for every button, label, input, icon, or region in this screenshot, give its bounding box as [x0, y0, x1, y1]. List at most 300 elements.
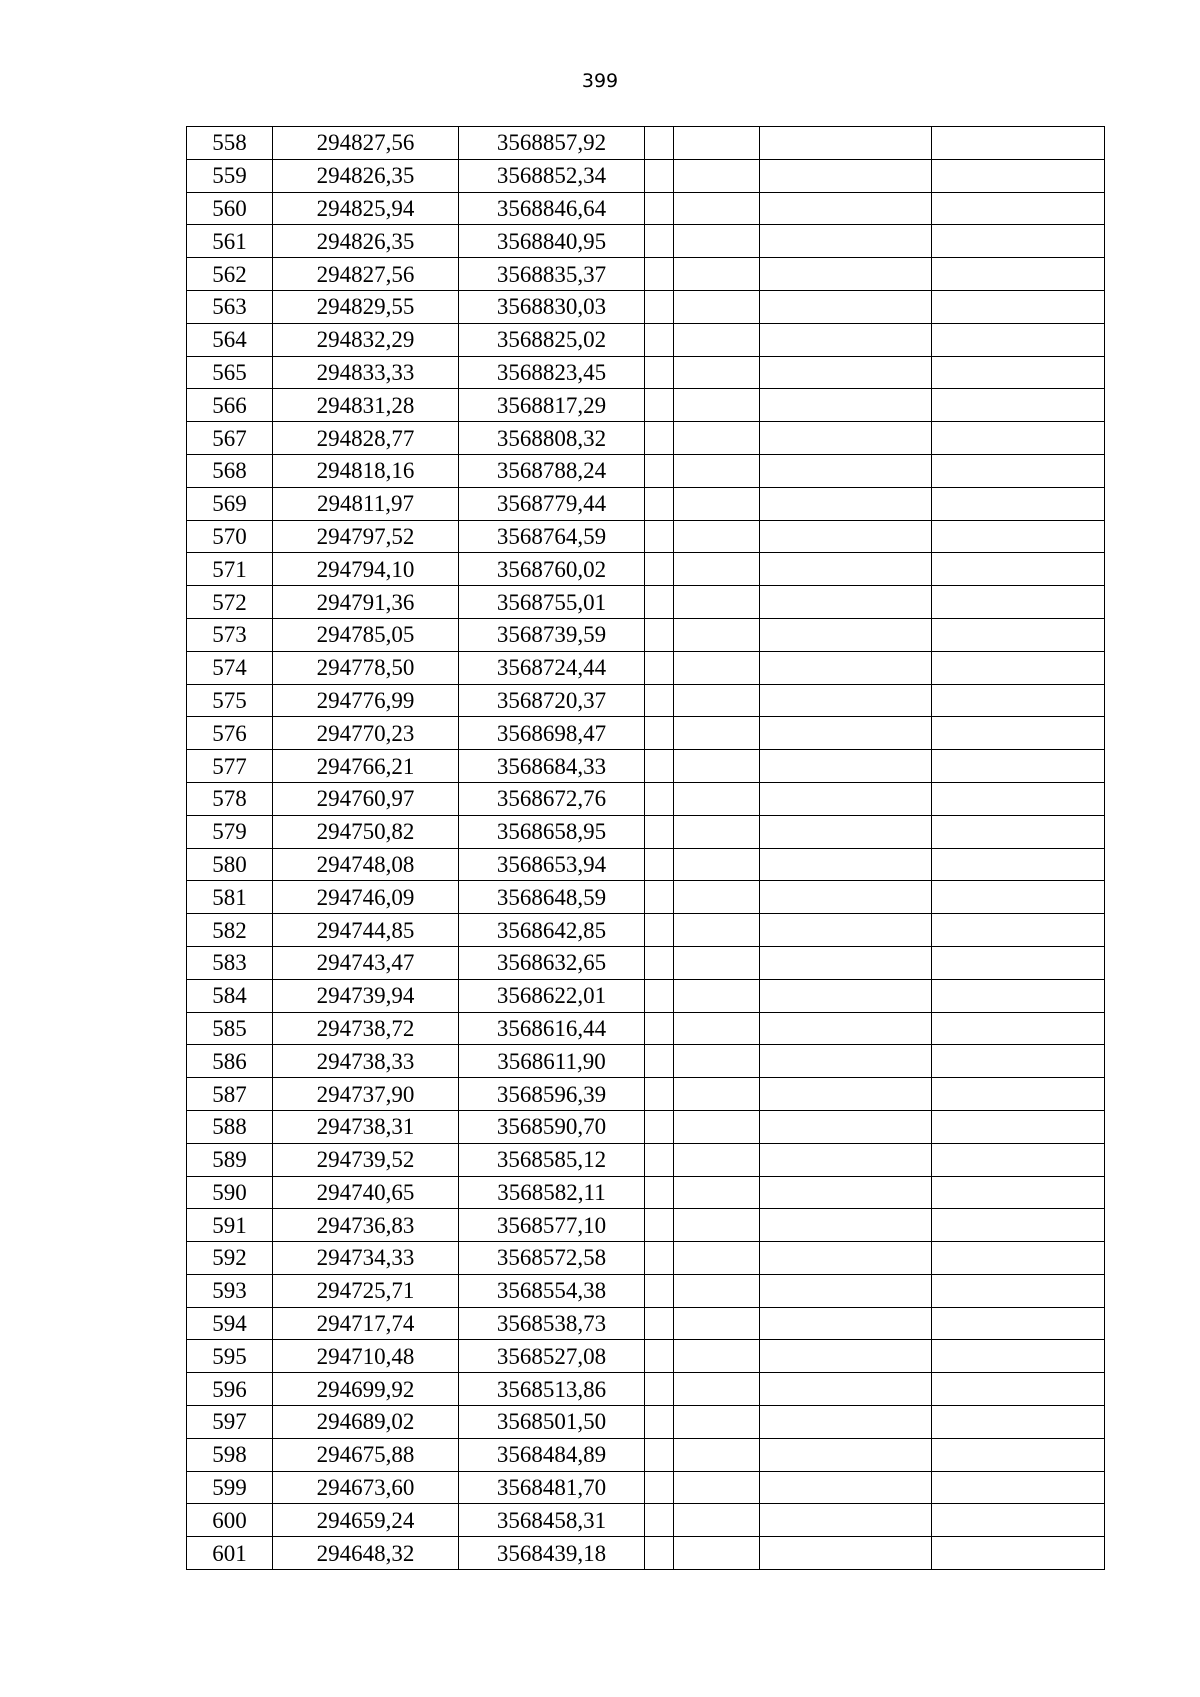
empty-cell	[645, 1537, 674, 1570]
table-row	[187, 520, 1105, 553]
empty-cell	[674, 290, 760, 323]
y-coordinate-cell: 3568501,50	[459, 1406, 645, 1439]
point-number-cell: 576	[187, 717, 273, 750]
empty-cell	[760, 127, 932, 160]
empty-cell	[932, 1176, 1105, 1209]
empty-cell	[645, 454, 674, 487]
empty-cell	[645, 1242, 674, 1275]
x-coordinate-cell: 294770,23	[273, 717, 459, 750]
y-coordinate-cell: 3568481,70	[459, 1471, 645, 1504]
y-coordinate-cell: 3568484,89	[459, 1438, 645, 1471]
empty-cell	[932, 848, 1105, 881]
x-coordinate-cell: 294744,85	[273, 914, 459, 947]
x-coordinate-cell: 294797,52	[273, 520, 459, 553]
empty-cell	[645, 1176, 674, 1209]
empty-cell	[674, 1537, 760, 1570]
empty-cell	[760, 323, 932, 356]
table-row	[187, 1242, 1105, 1275]
empty-cell	[645, 586, 674, 619]
empty-cell	[674, 1406, 760, 1439]
table-row	[187, 422, 1105, 455]
point-number-cell: 562	[187, 258, 273, 291]
x-coordinate-cell: 294738,31	[273, 1110, 459, 1143]
empty-cell	[645, 651, 674, 684]
empty-cell	[932, 1209, 1105, 1242]
empty-cell	[760, 1012, 932, 1045]
empty-cell	[645, 815, 674, 848]
y-coordinate-cell: 3568852,34	[459, 159, 645, 192]
empty-cell	[645, 422, 674, 455]
y-coordinate-cell: 3568779,44	[459, 487, 645, 520]
y-coordinate-cell: 3568825,02	[459, 323, 645, 356]
empty-cell	[674, 1143, 760, 1176]
empty-cell	[645, 192, 674, 225]
point-number-cell: 573	[187, 618, 273, 651]
empty-cell	[932, 1078, 1105, 1111]
point-number-cell: 567	[187, 422, 273, 455]
empty-cell	[645, 487, 674, 520]
point-number-cell: 570	[187, 520, 273, 553]
table-row	[187, 1176, 1105, 1209]
empty-cell	[760, 717, 932, 750]
table-row	[187, 1406, 1105, 1439]
table-row	[187, 618, 1105, 651]
table-row	[187, 1373, 1105, 1406]
empty-cell	[760, 946, 932, 979]
empty-cell	[932, 782, 1105, 815]
empty-cell	[674, 520, 760, 553]
y-coordinate-cell: 3568808,32	[459, 422, 645, 455]
empty-cell	[674, 1078, 760, 1111]
x-coordinate-cell: 294826,35	[273, 159, 459, 192]
empty-cell	[760, 1406, 932, 1439]
y-coordinate-cell: 3568538,73	[459, 1307, 645, 1340]
x-coordinate-cell: 294832,29	[273, 323, 459, 356]
point-number-cell: 568	[187, 454, 273, 487]
x-coordinate-cell: 294750,82	[273, 815, 459, 848]
x-coordinate-cell: 294740,65	[273, 1176, 459, 1209]
empty-cell	[674, 1209, 760, 1242]
empty-cell	[760, 553, 932, 586]
x-coordinate-cell: 294710,48	[273, 1340, 459, 1373]
empty-cell	[760, 1176, 932, 1209]
empty-cell	[760, 1110, 932, 1143]
empty-cell	[760, 848, 932, 881]
empty-cell	[760, 389, 932, 422]
empty-cell	[674, 782, 760, 815]
empty-cell	[674, 159, 760, 192]
empty-cell	[674, 717, 760, 750]
y-coordinate-cell: 3568596,39	[459, 1078, 645, 1111]
empty-cell	[645, 881, 674, 914]
empty-cell	[674, 487, 760, 520]
x-coordinate-cell: 294818,16	[273, 454, 459, 487]
empty-cell	[932, 815, 1105, 848]
empty-cell	[645, 127, 674, 160]
y-coordinate-cell: 3568616,44	[459, 1012, 645, 1045]
empty-cell	[932, 520, 1105, 553]
point-number-cell: 590	[187, 1176, 273, 1209]
empty-cell	[760, 618, 932, 651]
empty-cell	[760, 1504, 932, 1537]
x-coordinate-cell: 294739,94	[273, 979, 459, 1012]
empty-cell	[674, 1504, 760, 1537]
point-number-cell: 582	[187, 914, 273, 947]
empty-cell	[932, 487, 1105, 520]
empty-cell	[674, 356, 760, 389]
empty-cell	[932, 979, 1105, 1012]
point-number-cell: 579	[187, 815, 273, 848]
empty-cell	[932, 717, 1105, 750]
empty-cell	[645, 1340, 674, 1373]
point-number-cell: 596	[187, 1373, 273, 1406]
table-row	[187, 750, 1105, 783]
empty-cell	[674, 389, 760, 422]
point-number-cell: 589	[187, 1143, 273, 1176]
point-number-cell: 560	[187, 192, 273, 225]
x-coordinate-cell: 294828,77	[273, 422, 459, 455]
y-coordinate-cell: 3568788,24	[459, 454, 645, 487]
empty-cell	[760, 159, 932, 192]
page-number: 399	[581, 70, 619, 92]
table-row	[187, 356, 1105, 389]
empty-cell	[674, 1373, 760, 1406]
y-coordinate-cell: 3568642,85	[459, 914, 645, 947]
empty-cell	[760, 225, 932, 258]
empty-cell	[674, 1274, 760, 1307]
empty-cell	[645, 356, 674, 389]
empty-cell	[645, 1373, 674, 1406]
table-row	[187, 651, 1105, 684]
y-coordinate-cell: 3568840,95	[459, 225, 645, 258]
y-coordinate-cell: 3568760,02	[459, 553, 645, 586]
empty-cell	[760, 914, 932, 947]
empty-cell	[674, 1471, 760, 1504]
x-coordinate-cell: 294785,05	[273, 618, 459, 651]
empty-cell	[674, 848, 760, 881]
y-coordinate-cell: 3568458,31	[459, 1504, 645, 1537]
y-coordinate-cell: 3568632,65	[459, 946, 645, 979]
empty-cell	[760, 1340, 932, 1373]
x-coordinate-cell: 294831,28	[273, 389, 459, 422]
point-number-cell: 565	[187, 356, 273, 389]
empty-cell	[645, 848, 674, 881]
table-row	[187, 1274, 1105, 1307]
empty-cell	[932, 454, 1105, 487]
empty-cell	[760, 454, 932, 487]
empty-cell	[760, 1209, 932, 1242]
table-row	[187, 192, 1105, 225]
x-coordinate-cell: 294833,33	[273, 356, 459, 389]
empty-cell	[932, 1504, 1105, 1537]
table-row	[187, 323, 1105, 356]
y-coordinate-cell: 3568513,86	[459, 1373, 645, 1406]
table-row	[187, 1110, 1105, 1143]
empty-cell	[760, 979, 932, 1012]
x-coordinate-cell: 294725,71	[273, 1274, 459, 1307]
empty-cell	[645, 1045, 674, 1078]
point-number-cell: 585	[187, 1012, 273, 1045]
point-number-cell: 569	[187, 487, 273, 520]
empty-cell	[674, 946, 760, 979]
empty-cell	[645, 717, 674, 750]
x-coordinate-cell: 294673,60	[273, 1471, 459, 1504]
empty-cell	[760, 487, 932, 520]
point-number-cell: 583	[187, 946, 273, 979]
empty-cell	[760, 684, 932, 717]
point-number-cell: 592	[187, 1242, 273, 1275]
point-number-cell: 575	[187, 684, 273, 717]
x-coordinate-cell: 294717,74	[273, 1307, 459, 1340]
empty-cell	[932, 1340, 1105, 1373]
empty-cell	[645, 1274, 674, 1307]
empty-cell	[760, 1537, 932, 1570]
point-number-cell: 559	[187, 159, 273, 192]
y-coordinate-cell: 3568672,76	[459, 782, 645, 815]
table-row	[187, 1307, 1105, 1340]
point-number-cell: 597	[187, 1406, 273, 1439]
empty-cell	[760, 192, 932, 225]
x-coordinate-cell: 294738,72	[273, 1012, 459, 1045]
empty-cell	[932, 192, 1105, 225]
coordinates-table-body	[187, 127, 1105, 1570]
x-coordinate-cell: 294737,90	[273, 1078, 459, 1111]
y-coordinate-cell: 3568585,12	[459, 1143, 645, 1176]
empty-cell	[760, 1274, 932, 1307]
empty-cell	[674, 881, 760, 914]
empty-cell	[760, 1078, 932, 1111]
y-coordinate-cell: 3568577,10	[459, 1209, 645, 1242]
empty-cell	[645, 553, 674, 586]
empty-cell	[645, 782, 674, 815]
x-coordinate-cell: 294675,88	[273, 1438, 459, 1471]
x-coordinate-cell: 294825,94	[273, 192, 459, 225]
x-coordinate-cell: 294736,83	[273, 1209, 459, 1242]
y-coordinate-cell: 3568764,59	[459, 520, 645, 553]
table-row	[187, 1471, 1105, 1504]
empty-cell	[645, 750, 674, 783]
x-coordinate-cell: 294743,47	[273, 946, 459, 979]
empty-cell	[645, 914, 674, 947]
empty-cell	[932, 1373, 1105, 1406]
empty-cell	[760, 1307, 932, 1340]
empty-cell	[932, 1012, 1105, 1045]
empty-cell	[674, 586, 760, 619]
empty-cell	[645, 1471, 674, 1504]
empty-cell	[932, 1537, 1105, 1570]
empty-cell	[645, 323, 674, 356]
x-coordinate-cell: 294826,35	[273, 225, 459, 258]
table-row	[187, 290, 1105, 323]
empty-cell	[674, 1110, 760, 1143]
empty-cell	[674, 618, 760, 651]
point-number-cell: 561	[187, 225, 273, 258]
x-coordinate-cell: 294748,08	[273, 848, 459, 881]
empty-cell	[645, 946, 674, 979]
y-coordinate-cell: 3568817,29	[459, 389, 645, 422]
x-coordinate-cell: 294699,92	[273, 1373, 459, 1406]
empty-cell	[932, 422, 1105, 455]
y-coordinate-cell: 3568835,37	[459, 258, 645, 291]
empty-cell	[674, 815, 760, 848]
empty-cell	[645, 1012, 674, 1045]
empty-cell	[645, 225, 674, 258]
empty-cell	[932, 290, 1105, 323]
table-row	[187, 979, 1105, 1012]
table-row	[187, 782, 1105, 815]
empty-cell	[932, 914, 1105, 947]
table-row	[187, 586, 1105, 619]
table-row	[187, 946, 1105, 979]
x-coordinate-cell: 294734,33	[273, 1242, 459, 1275]
point-number-cell: 571	[187, 553, 273, 586]
x-coordinate-cell: 294739,52	[273, 1143, 459, 1176]
table-row	[187, 487, 1105, 520]
empty-cell	[674, 553, 760, 586]
x-coordinate-cell: 294648,32	[273, 1537, 459, 1570]
empty-cell	[645, 258, 674, 291]
empty-cell	[932, 1307, 1105, 1340]
point-number-cell: 588	[187, 1110, 273, 1143]
empty-cell	[674, 422, 760, 455]
empty-cell	[645, 1078, 674, 1111]
point-number-cell: 581	[187, 881, 273, 914]
x-coordinate-cell: 294829,55	[273, 290, 459, 323]
empty-cell	[760, 782, 932, 815]
empty-cell	[760, 1045, 932, 1078]
empty-cell	[674, 1012, 760, 1045]
point-number-cell: 563	[187, 290, 273, 323]
empty-cell	[645, 1143, 674, 1176]
x-coordinate-cell: 294794,10	[273, 553, 459, 586]
table-row	[187, 1078, 1105, 1111]
table-row	[187, 848, 1105, 881]
point-number-cell: 598	[187, 1438, 273, 1471]
table-row	[187, 1209, 1105, 1242]
empty-cell	[645, 1504, 674, 1537]
y-coordinate-cell: 3568648,59	[459, 881, 645, 914]
empty-cell	[674, 323, 760, 356]
empty-cell	[760, 1471, 932, 1504]
y-coordinate-cell: 3568439,18	[459, 1537, 645, 1570]
x-coordinate-cell: 294776,99	[273, 684, 459, 717]
point-number-cell: 600	[187, 1504, 273, 1537]
empty-cell	[932, 1110, 1105, 1143]
empty-cell	[932, 1274, 1105, 1307]
empty-cell	[932, 946, 1105, 979]
empty-cell	[760, 258, 932, 291]
empty-cell	[645, 618, 674, 651]
point-number-cell: 580	[187, 848, 273, 881]
x-coordinate-cell: 294659,24	[273, 1504, 459, 1537]
empty-cell	[932, 159, 1105, 192]
empty-cell	[674, 258, 760, 291]
table-row	[187, 1012, 1105, 1045]
y-coordinate-cell: 3568622,01	[459, 979, 645, 1012]
empty-cell	[760, 356, 932, 389]
empty-cell	[674, 684, 760, 717]
point-number-cell: 564	[187, 323, 273, 356]
point-number-cell: 578	[187, 782, 273, 815]
empty-cell	[760, 750, 932, 783]
y-coordinate-cell: 3568724,44	[459, 651, 645, 684]
empty-cell	[645, 1307, 674, 1340]
empty-cell	[674, 979, 760, 1012]
table-row	[187, 1438, 1105, 1471]
point-number-cell: 587	[187, 1078, 273, 1111]
table-row	[187, 1537, 1105, 1570]
empty-cell	[932, 1045, 1105, 1078]
point-number-cell: 574	[187, 651, 273, 684]
y-coordinate-cell: 3568582,11	[459, 1176, 645, 1209]
table-row	[187, 914, 1105, 947]
y-coordinate-cell: 3568572,58	[459, 1242, 645, 1275]
y-coordinate-cell: 3568857,92	[459, 127, 645, 160]
empty-cell	[645, 1209, 674, 1242]
empty-cell	[674, 750, 760, 783]
empty-cell	[760, 1438, 932, 1471]
point-number-cell: 558	[187, 127, 273, 160]
table-row	[187, 717, 1105, 750]
x-coordinate-cell: 294738,33	[273, 1045, 459, 1078]
x-coordinate-cell: 294778,50	[273, 651, 459, 684]
y-coordinate-cell: 3568658,95	[459, 815, 645, 848]
table-row	[187, 1504, 1105, 1537]
y-coordinate-cell: 3568590,70	[459, 1110, 645, 1143]
empty-cell	[645, 520, 674, 553]
y-coordinate-cell: 3568830,03	[459, 290, 645, 323]
point-number-cell: 594	[187, 1307, 273, 1340]
table-row	[187, 454, 1105, 487]
empty-cell	[645, 1110, 674, 1143]
empty-cell	[760, 815, 932, 848]
point-number-cell: 566	[187, 389, 273, 422]
empty-cell	[760, 1143, 932, 1176]
table-row	[187, 389, 1105, 422]
empty-cell	[674, 1438, 760, 1471]
empty-cell	[645, 159, 674, 192]
empty-cell	[674, 1307, 760, 1340]
point-number-cell: 584	[187, 979, 273, 1012]
empty-cell	[674, 1176, 760, 1209]
y-coordinate-cell: 3568684,33	[459, 750, 645, 783]
table-row	[187, 127, 1105, 160]
empty-cell	[760, 651, 932, 684]
x-coordinate-cell: 294811,97	[273, 487, 459, 520]
empty-cell	[645, 290, 674, 323]
empty-cell	[932, 684, 1105, 717]
empty-cell	[645, 979, 674, 1012]
point-number-cell: 593	[187, 1274, 273, 1307]
y-coordinate-cell: 3568739,59	[459, 618, 645, 651]
empty-cell	[932, 1406, 1105, 1439]
empty-cell	[932, 750, 1105, 783]
empty-cell	[674, 225, 760, 258]
empty-cell	[645, 1438, 674, 1471]
empty-cell	[932, 553, 1105, 586]
table-row	[187, 159, 1105, 192]
table-row	[187, 553, 1105, 586]
empty-cell	[674, 454, 760, 487]
empty-cell	[760, 586, 932, 619]
y-coordinate-cell: 3568527,08	[459, 1340, 645, 1373]
empty-cell	[932, 323, 1105, 356]
empty-cell	[932, 127, 1105, 160]
y-coordinate-cell: 3568653,94	[459, 848, 645, 881]
empty-cell	[932, 389, 1105, 422]
point-number-cell: 595	[187, 1340, 273, 1373]
x-coordinate-cell: 294746,09	[273, 881, 459, 914]
